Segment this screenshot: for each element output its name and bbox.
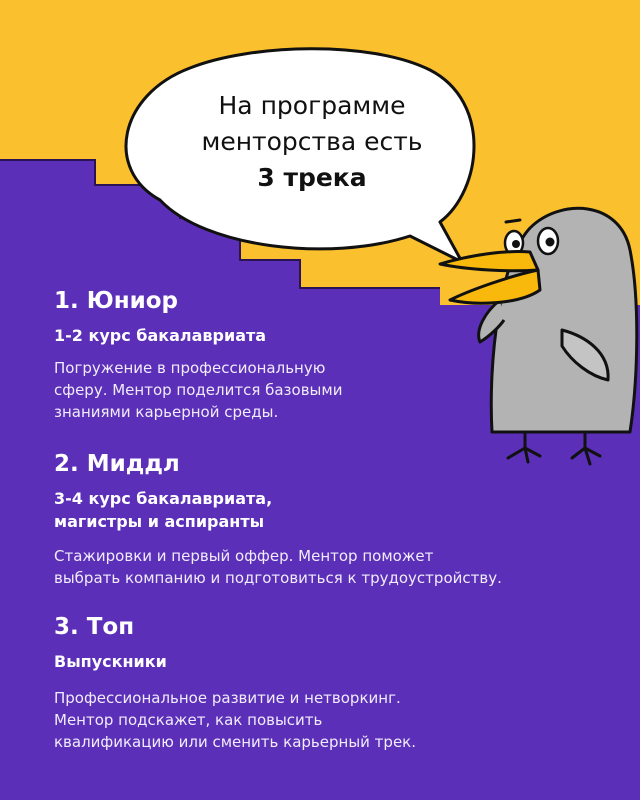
- track-description: [54, 357, 342, 423]
- track-title: 1. Юниор: [54, 288, 179, 314]
- track-audience-line: Выпускники: [54, 652, 167, 671]
- track-description-line: Профессиональное развитие и нетворкинг.: [54, 689, 401, 707]
- track-description-line: квалификацию или сменить карьерный трек.: [54, 733, 416, 751]
- track-audience-line: магистры и аспиранты: [54, 512, 265, 531]
- track-audience: [54, 324, 342, 347]
- bubble-line-1: На программе: [218, 91, 406, 120]
- track-title: 2. Миддл: [54, 451, 180, 477]
- track-audience: [54, 487, 502, 533]
- track-description: [54, 687, 416, 753]
- track-middle: [54, 449, 502, 589]
- track-audience-line: 3-4 курс бакалавриата,: [54, 489, 273, 508]
- track-audience: [54, 650, 416, 673]
- bubble-line-2: менторства есть: [201, 127, 423, 156]
- track-junior: [54, 286, 342, 423]
- track-description: [54, 545, 502, 589]
- track-description-line: знаниями карьерной среды.: [54, 403, 279, 421]
- track-description-line: выбрать компанию и подготовиться к трудоустройству.: [54, 569, 502, 587]
- track-description-line: сферу. Ментор поделится базовыми: [54, 381, 343, 399]
- track-audience-line: 1-2 курс бакалавриата: [54, 326, 267, 345]
- bubble-headline: [178, 88, 446, 196]
- track-description-line: Погружение в профессиональную: [54, 359, 326, 377]
- track-description-line: Стажировки и первый оффер. Ментор поможет: [54, 547, 434, 565]
- bubble-line-3: 3 трека: [257, 163, 367, 192]
- track-description-line: Ментор подскажет, как повысить: [54, 711, 323, 729]
- track-top: [54, 612, 416, 753]
- track-title: 3. Топ: [54, 614, 135, 640]
